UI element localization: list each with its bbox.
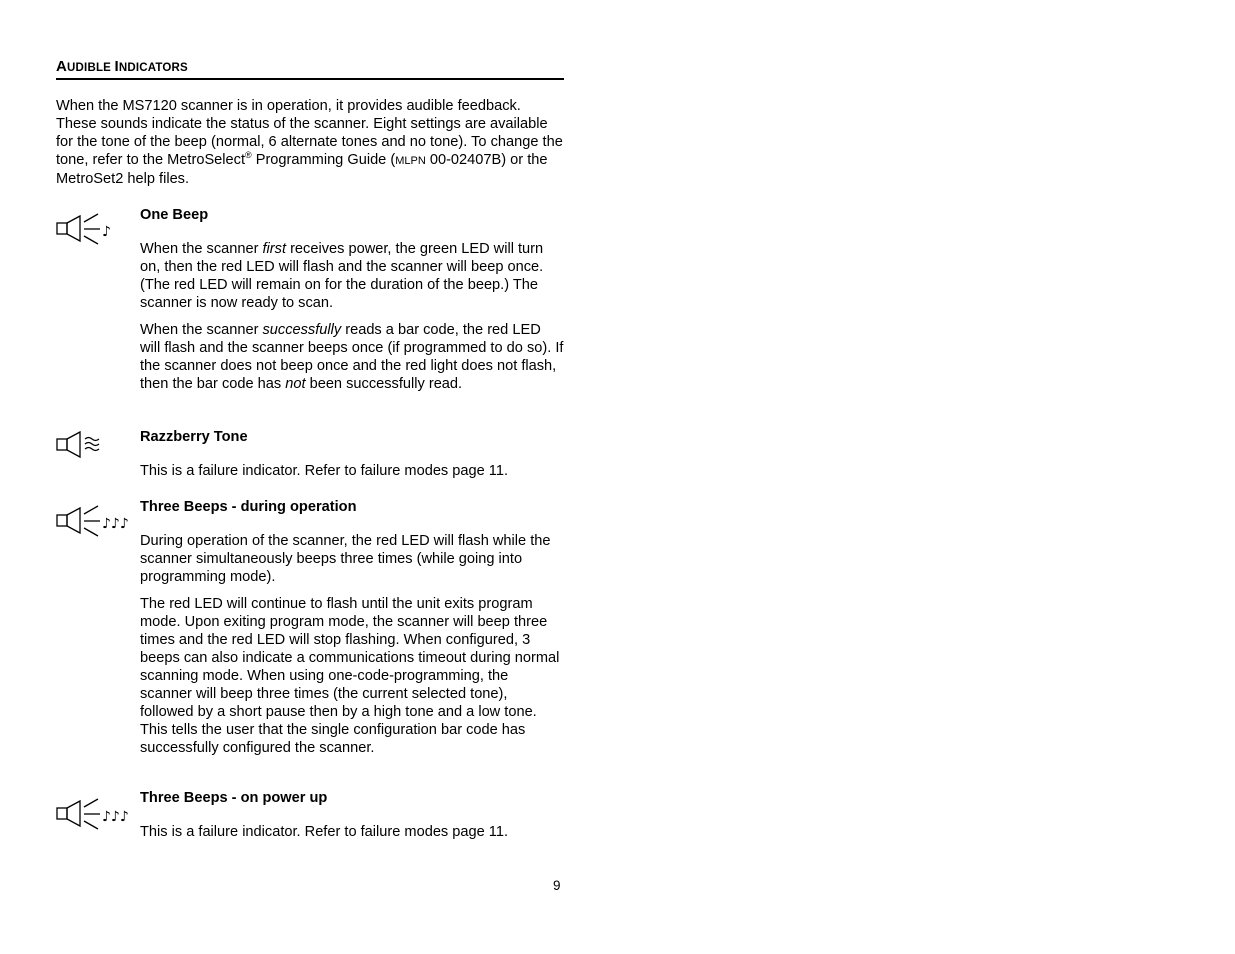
svg-text:♪♪♪: ♪♪♪ — [102, 516, 129, 532]
three-beeps-operation-title: Three Beeps - during operation — [140, 499, 357, 515]
page-number: 9 — [553, 878, 561, 893]
one-beep-title: One Beep — [140, 207, 209, 223]
section-heading: AUDIBLE INDICATORS — [56, 58, 564, 80]
intro-paragraph: When the MS7120 scanner is in operation, it provides audible feedback. These sounds indicate the status of the scanner. Eight settings are available for the tone of the beep (normal, 6 alternate tones and no tone). To change the tone, refer to the MetroSelect® Programming Guide (MLPN 00-02407B) or the MetroSet2 help files. — [56, 98, 563, 187]
manual-page — [56, 0, 564, 954]
three-beeps-operation-para-1: During operation of the scanner, the red LED will flash while the scanner simultaneously beeps three times (while going into programming mode). — [140, 533, 551, 585]
one-beep-para-2: When the scanner successfully reads a bar code, the red LED will flash and the scanner beeps once (if programmed to do so). If the scanner does not beep once and the red light does not flash, then the bar code has not been successfully read. — [140, 322, 564, 392]
one-beep-para-1: When the scanner first receives power, the green LED will turn on, then the red LED will flash and the scanner will beep once. (The red LED will remain on for the duration of the beep.) The scanner is now ready to scan. — [140, 241, 544, 311]
three-beeps-power-up-title: Three Beeps - on power up — [140, 790, 328, 806]
speaker-three-beeps-icon — [56, 795, 136, 831]
speaker-razzberry-icon — [56, 428, 136, 464]
three-beeps-power-up-para: This is a failure indicator. Refer to failure modes page 11. — [140, 824, 509, 840]
razzberry-title: Razzberry Tone — [140, 429, 248, 445]
speaker-three-beeps-icon — [56, 502, 136, 538]
svg-text:♪♪♪: ♪♪♪ — [102, 809, 129, 825]
speaker-one-beep-icon — [56, 210, 136, 246]
three-beeps-operation-para-2: The red LED will continue to flash until the unit exits program mode. Upon exiting program mode, the scanner will beep three times and the red LED will stop flashing. When configured, 3 beeps can also indicate a communications timeout during normal scanning mode. When using one-code-programming, the scanner will beep three times (the current selected tone), followed by a short pause then by a high tone and a low tone. This tells the user that the single configuration bar code has successfully configured the scanner. — [140, 596, 560, 756]
razzberry-para: This is a failure indicator. Refer to failure modes page 11. — [140, 463, 509, 479]
svg-text:♪: ♪ — [102, 224, 111, 240]
registered-mark: ® — [245, 150, 252, 161]
